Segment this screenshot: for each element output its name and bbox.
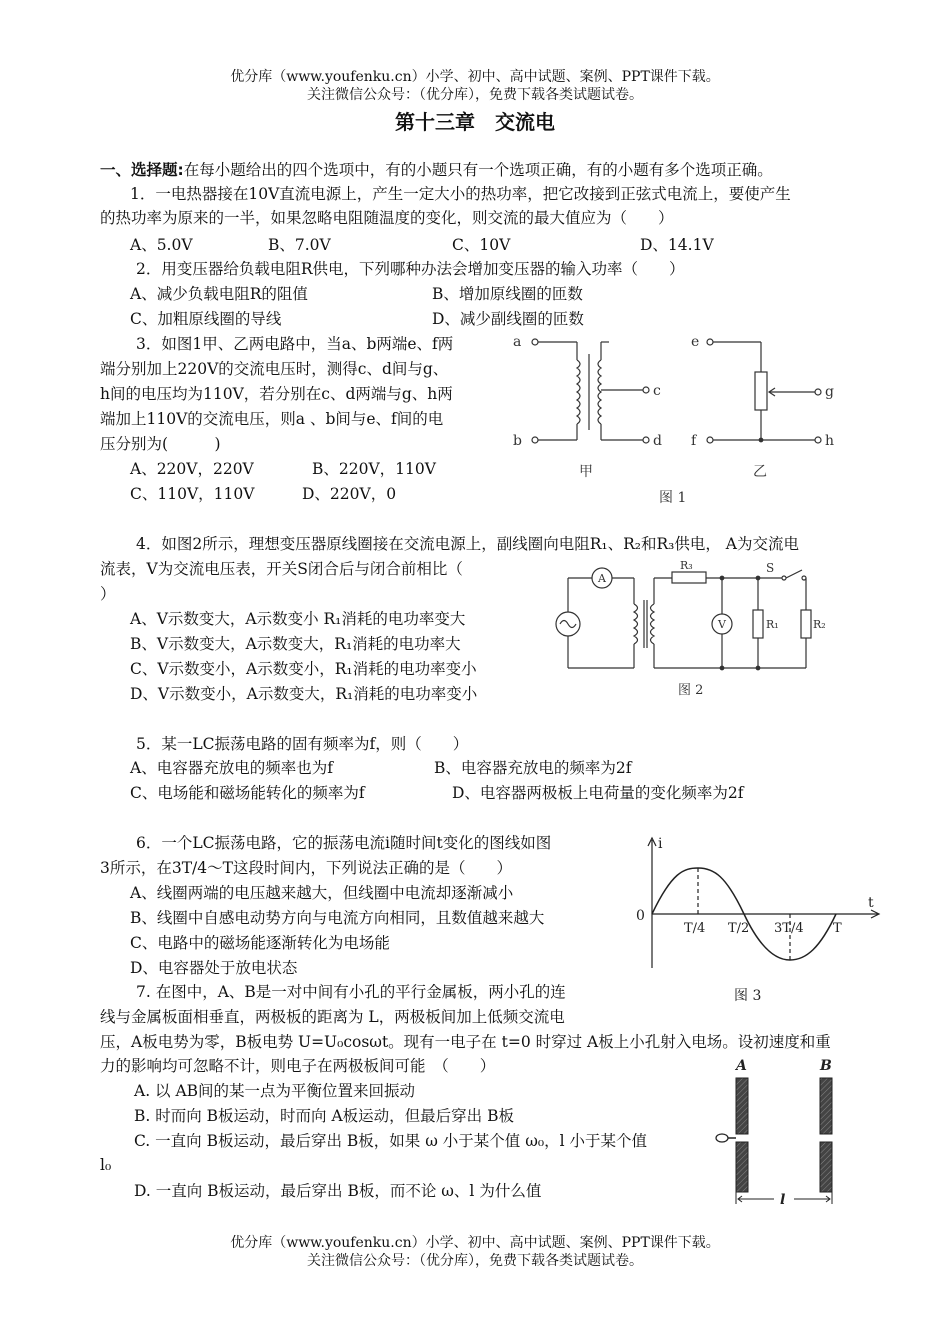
r1-label: R₁	[766, 618, 779, 631]
q4-option-a: A、V示数变大，A示数变小 R₁消耗的电功率变大	[130, 610, 466, 628]
plate-b-label: B	[820, 1058, 832, 1074]
r2-label: R₂	[813, 618, 826, 631]
q7-line-1: 7. 在图中，A、B是一对中间有小孔的平行金属板，两小孔的连	[136, 983, 566, 1001]
q4-line-1: 4．如图2所示，理想变压器原线圈接在交流电源上，副线圈向电阻R₁、R₂和R₃供电， A为交流电	[136, 535, 799, 553]
section-intro	[100, 158, 773, 182]
label-d: d	[653, 433, 662, 449]
label-a: a	[513, 334, 522, 350]
figure-4	[708, 1056, 858, 1208]
q1-option-d: D、14.1V	[640, 236, 714, 254]
plate-a-top	[736, 1078, 748, 1134]
q7-line-2: 线与金属板面相垂直，两极板的距离为 L，两极板间加上低频交流电	[100, 1008, 565, 1026]
q4-option-b: B、V示数变大，A示数变大，R₁消耗的电功率大	[130, 635, 461, 653]
terminal-g	[815, 389, 821, 395]
label-jia: 甲	[579, 464, 593, 480]
plate-b-top	[820, 1078, 832, 1134]
terminal-a	[532, 339, 538, 345]
q3-line-5: 压分别为( )	[100, 435, 221, 453]
resistor-r3	[672, 572, 706, 583]
q5-option-a: A、电容器充放电的频率也为f	[130, 759, 333, 777]
q1-line-1: 1．一电热器接在10V直流电源上，产生一定大小的热功率，把它改接到正弦式电流上，要使产生	[130, 185, 791, 203]
q7-option-d: D. 一直向 B板运动，最后穿出 B板，而不论 ω、l 为什么值	[134, 1182, 542, 1200]
header-line-1: 优分库（www.youfenku.cn）小学、初中、高中试题、案例、PPT课件下载。	[230, 69, 720, 85]
q6-line-2: 3所示，在3T/4～T这段时间内，下列说法正确的是（ ）	[100, 859, 512, 877]
q2-option-a: A、减少负载电阻R的阻值	[130, 285, 308, 303]
electron-icon	[716, 1134, 728, 1142]
q4-line-2: 流表，V为交流电压表，开关S闭合后与闭合前相比（	[100, 560, 463, 578]
label-b: b	[513, 433, 522, 449]
footer-line-2: 关注微信公众号：（优分库），免费下载各类试题试卷。	[307, 1253, 643, 1269]
terminal-f	[707, 437, 713, 443]
figure-1-caption: 图 1	[659, 490, 687, 506]
q1-option-b: B、7.0V	[268, 236, 331, 254]
q1-line-2: 的热功率为原来的一半，如果忽略电阻随温度的变化，则交流的最大值应为（ ）	[100, 209, 674, 227]
switch-label: S	[766, 561, 775, 575]
figure-2	[550, 560, 840, 705]
figure-3-caption: 图 3	[734, 988, 762, 1004]
q4-option-d: D、V示数变小，A示数变大，R₁消耗的电功率变小	[130, 685, 478, 703]
label-e: e	[691, 334, 700, 350]
q5-option-d: D、电容器两极板上电荷量的变化频率为2f	[452, 784, 744, 802]
switch-s	[786, 570, 802, 578]
plate-a-label: A	[736, 1058, 747, 1074]
ammeter-label: A	[598, 572, 606, 585]
q7-option-b: B. 时而向 B板运动，时而向 A板运动，但最后穿出 B板	[134, 1107, 515, 1125]
secondary-coil	[598, 360, 601, 424]
q7-option-a: A. 以 AB间的某一点为平衡位置来回振动	[134, 1082, 416, 1100]
label-yi: 乙	[753, 464, 767, 480]
footer-line-1: 优分库（www.youfenku.cn）小学、初中、高中试题、案例、PPT课件下载。	[230, 1235, 720, 1251]
q6-option-b: B、线圈中自感电动势方向与电流方向相同，且数值越来越大	[130, 909, 545, 927]
y-axis-label: i	[658, 836, 663, 852]
label-h: h	[825, 433, 835, 449]
q1-option-c: C、10V	[452, 236, 511, 254]
terminal-b	[532, 437, 538, 443]
q3-line-4: 端加上110V的交流电压，则a 、b间与e、f间的电	[100, 410, 444, 428]
q5-line-1: 5．某一LC振荡电路的固有频率为f，则（ ）	[136, 735, 469, 753]
plate-b-bottom	[820, 1142, 832, 1192]
primary-coil	[577, 360, 580, 424]
distance-label: l	[780, 1192, 786, 1208]
q7-line-3: 压，A板电势为零，B板电势 U=U₀cosωt。现有一电子在 t=0 时穿过 A板上小孔射入电场。设初速度和重	[100, 1033, 831, 1051]
origin-label: 0	[636, 908, 645, 924]
q4-option-c: C、V示数变小，A示数变小，R₁消耗的电功率变小	[130, 660, 477, 678]
q2-line-1: 2．用变压器给负载电阻R供电，下列哪种办法会增加变压器的输入功率（ ）	[136, 260, 685, 278]
q3-option-a: A、220V，220V	[130, 460, 254, 478]
primary-coil	[634, 604, 638, 644]
q2-option-d: D、减少副线圈的匝数	[432, 310, 584, 328]
q2-option-c: C、加粗原线圈的导线	[130, 310, 282, 328]
q1-option-a: A、5.0V	[130, 236, 193, 254]
figure-1	[505, 328, 850, 508]
section-intro-text: 在每小题给出的四个选项中，有的小题只有一个选项正确，有的小题有多个选项正确。	[183, 161, 773, 179]
resistor-r1	[753, 610, 763, 638]
label-f: f	[691, 433, 697, 449]
header-line-2: 关注微信公众号：（优分库），免费下载各类试题试卷。	[307, 87, 643, 103]
section-label: 一、选择题:	[100, 161, 184, 179]
q7-option-c: C. 一直向 B板运动，最后穿出 B板，如果 ω 小于某个值 ω₀，l 小于某个值	[134, 1132, 647, 1150]
q6-option-a: A、线圈两端的电压越来越大，但线圈中电流却逐渐减小	[130, 884, 514, 902]
secondary-coil	[651, 604, 655, 644]
terminal-c	[643, 387, 649, 393]
x-axis-label: t	[868, 895, 874, 911]
label-g: g	[825, 384, 834, 400]
plate-a-bottom	[736, 1142, 748, 1192]
q3-line-3: h间的电压均为110V，若分别在c、d两端与g、h两	[100, 385, 453, 403]
tick-t: T	[833, 921, 842, 936]
potentiometer	[755, 372, 767, 410]
terminal-d	[643, 437, 649, 443]
label-c: c	[653, 383, 661, 399]
q5-option-c: C、电场能和磁场能转化的频率为f	[130, 784, 365, 802]
q7-option-c-cont: l₀	[100, 1156, 112, 1174]
q6-line-1: 6．一个LC振荡电路，它的振荡电流i随时间t变化的图线如图	[136, 834, 552, 852]
terminal-h	[815, 437, 821, 443]
q3-line-1: 3．如图1甲、乙两电路中，当a、b两端e、f两	[136, 335, 454, 353]
q6-option-d: D、电容器处于放电状态	[130, 959, 298, 977]
q2-option-b: B、增加原线圈的匝数	[432, 285, 583, 303]
q3-option-b: B、220V，110V	[312, 460, 436, 478]
r3-label: R₃	[680, 560, 693, 572]
q5-option-b: B、电容器充放电的频率为2f	[434, 759, 632, 777]
terminal-e	[707, 339, 713, 345]
q3-option-d: D、220V，0	[302, 485, 397, 503]
q6-option-c: C、电路中的磁场能逐渐转化为电场能	[130, 934, 390, 952]
tick-t-quarter: T/4	[684, 921, 706, 936]
tick-3t-quarter: 3T/4	[774, 921, 804, 936]
q7-line-4: 力的影响均可忽略不计，则电子在两极板间可能 （ ）	[100, 1057, 496, 1075]
tick-t-half: T/2	[728, 921, 750, 936]
voltmeter-label: V	[718, 618, 726, 631]
page-title: 第十三章 交流电	[395, 110, 555, 134]
q3-line-2: 端分别加上220V的交流电压时，测得c、d间与g、	[100, 360, 449, 378]
q4-line-3: ）	[100, 585, 116, 603]
resistor-r2	[801, 610, 811, 638]
q3-option-c: C、110V，110V	[130, 485, 255, 503]
figure-2-caption: 图 2	[678, 683, 704, 698]
figure-3	[628, 830, 888, 1008]
